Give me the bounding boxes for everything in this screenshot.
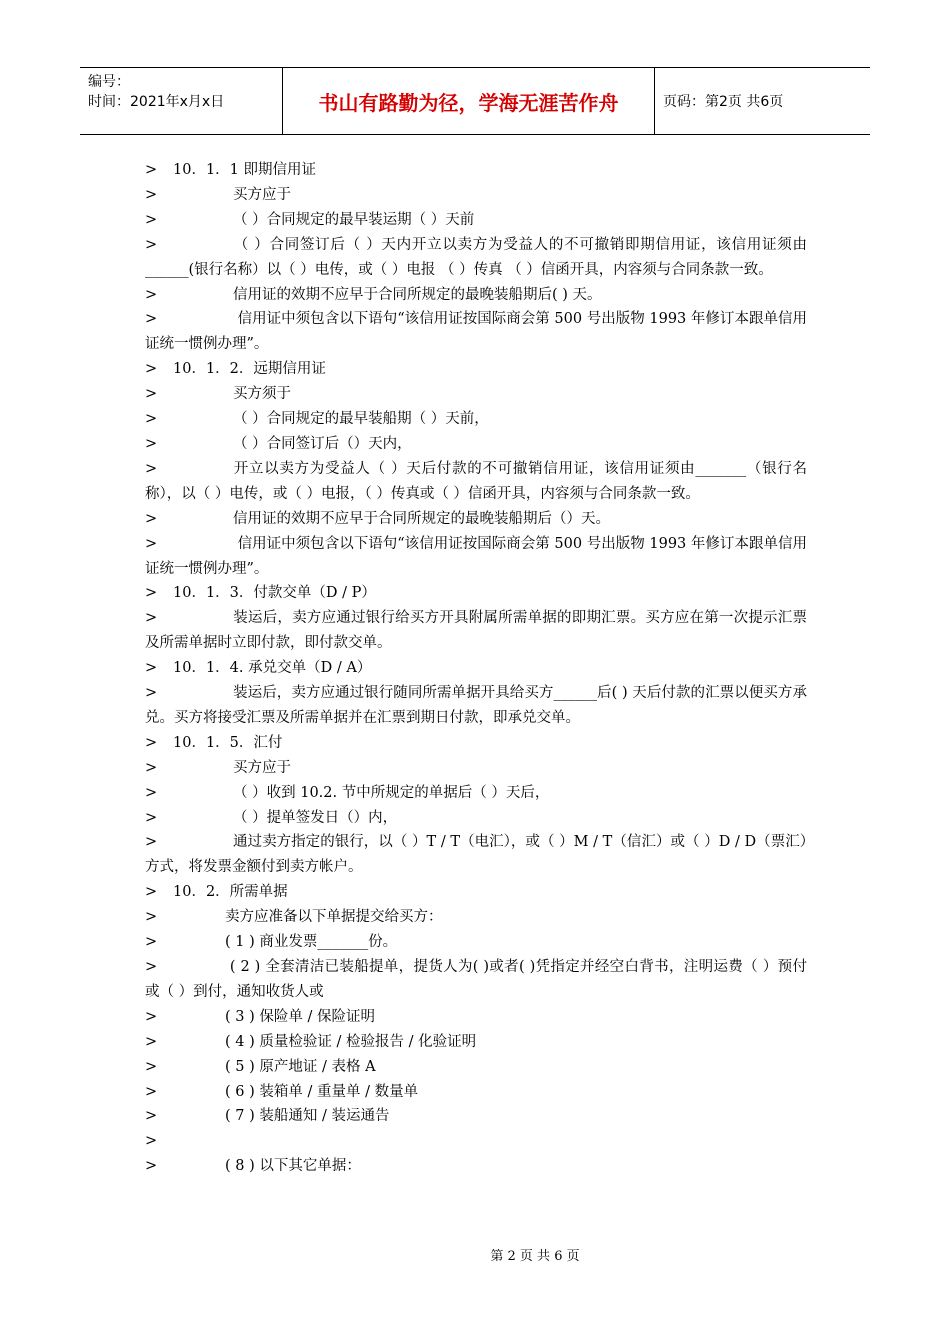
bullet-marker: > bbox=[145, 660, 158, 677]
line-text: 开立以卖方为受益人（ ）天后付款的不可撤销信用证，该信用证须由_______（银行名称），以（ ）电传，或（ ）电报，（ ）传真或（ ）信函开具，内容须与合同条款一致。 bbox=[145, 460, 807, 502]
text-line bbox=[145, 656, 807, 681]
bullet-marker: > bbox=[145, 411, 158, 428]
text-line bbox=[145, 283, 807, 308]
header-page-number: 页码：第2页 共6页 bbox=[663, 94, 784, 110]
text-line bbox=[145, 158, 807, 183]
line-text: 买方须于 bbox=[233, 386, 291, 403]
text-line bbox=[145, 581, 807, 606]
bullet-marker: > bbox=[145, 535, 158, 552]
bullet-marker: > bbox=[145, 610, 158, 627]
text-line bbox=[145, 1030, 807, 1055]
text-line bbox=[145, 606, 807, 656]
page-footer bbox=[0, 1245, 950, 1264]
line-text: ( 5 ) 原产地证 / 表格 A bbox=[225, 1058, 376, 1075]
bullet-marker: > bbox=[145, 1058, 158, 1075]
line-text: （ ）合同签订后（）天内， bbox=[233, 435, 412, 452]
bullet-marker: > bbox=[145, 361, 158, 378]
text-line bbox=[145, 1129, 807, 1154]
text-line bbox=[145, 233, 807, 283]
text-line bbox=[145, 432, 807, 457]
bullet-marker: > bbox=[145, 734, 158, 751]
date-label: 时间：2021年x月x日 bbox=[88, 94, 225, 110]
document-body bbox=[145, 158, 807, 1179]
text-line bbox=[145, 532, 807, 582]
header-meta bbox=[80, 68, 283, 134]
line-text: 10．1．3．付款交单（D / P） bbox=[173, 585, 376, 602]
text-line bbox=[145, 1154, 807, 1179]
line-text: （ ）合同规定的最早装运期（ ）天前 bbox=[233, 211, 475, 228]
page-header bbox=[80, 67, 870, 135]
line-text: ( 3 ) 保险单 / 保险证明 bbox=[225, 1008, 375, 1025]
bullet-marker: > bbox=[145, 386, 158, 403]
text-line bbox=[145, 880, 807, 905]
text-line bbox=[145, 208, 807, 233]
text-line bbox=[145, 1080, 807, 1105]
bullet-marker: > bbox=[145, 510, 158, 527]
text-line bbox=[145, 357, 807, 382]
line-text: 10．2．所需单据 bbox=[173, 884, 288, 901]
text-line bbox=[145, 781, 807, 806]
bullet-marker: > bbox=[145, 909, 158, 926]
line-text: ( 1 ) 商业发票_______份。 bbox=[225, 934, 398, 951]
text-line bbox=[145, 930, 807, 955]
line-text: 通过卖方指定的银行，以（ ）T / T（电汇），或（ ）M / T（信汇）或（ ）D / D（票汇）方式，将发票金额付到卖方帐户。 bbox=[145, 834, 807, 876]
text-line bbox=[145, 1055, 807, 1080]
footer-page-number: 第 2 页 共 6 页 bbox=[490, 1249, 580, 1264]
bullet-marker: > bbox=[145, 685, 158, 702]
line-text: ( 8 ) 以下其它单据： bbox=[225, 1158, 361, 1175]
bullet-marker: > bbox=[145, 211, 158, 228]
bullet-marker: > bbox=[145, 759, 158, 776]
bullet-marker: > bbox=[145, 1158, 158, 1175]
line-text: 信用证的效期不应早于合同所规定的最晚装船期后( ) 天。 bbox=[233, 286, 602, 303]
line-text: ( 6 ) 装箱单 / 重量单 / 数量单 bbox=[225, 1083, 419, 1100]
line-text: 卖方应准备以下单据提交给买方： bbox=[225, 909, 443, 926]
line-text: 10．1．5．汇付 bbox=[173, 734, 283, 751]
line-text: （ ）合同规定的最早装船期（ ）天前， bbox=[233, 411, 489, 428]
line-text: ( 2 ) 全套清洁已装船提单，提货人为( )或者( )凭指定并经空白背书，注明运费（ ）预付或（ ）到付，通知收货人或 bbox=[145, 959, 807, 1000]
bullet-marker: > bbox=[145, 1033, 158, 1050]
line-text: 买方应于 bbox=[233, 759, 291, 776]
bullet-marker: > bbox=[145, 286, 158, 303]
bullet-marker: > bbox=[145, 959, 158, 975]
bullet-marker: > bbox=[145, 1083, 158, 1100]
text-line bbox=[145, 457, 807, 507]
line-text: 10．1．1 即期信用证 bbox=[173, 162, 317, 178]
bullet-marker: > bbox=[145, 1108, 158, 1125]
text-line bbox=[145, 955, 807, 1005]
line-text: 信用证的效期不应早于合同所规定的最晚装船期后（）天。 bbox=[233, 510, 610, 527]
bullet-marker: > bbox=[145, 1133, 158, 1150]
line-text: （ ）合同签订后（ ）天内开立以卖方为受益人的不可撤销即期信用证，该信用证须由 ______(银行名称）以（ ）电传，或（ ）电报 （ ）传真 （ ）信函开具，内容须与合同条款一致。 bbox=[145, 236, 807, 278]
line-text: 信用证中须包含以下语句“该信用证按国际商会第 500 号出版物 1993 年修订本跟单信用证统一惯例办理”。 bbox=[145, 535, 807, 577]
text-line bbox=[145, 382, 807, 407]
text-line bbox=[145, 731, 807, 756]
text-line bbox=[145, 806, 807, 831]
bullet-marker: > bbox=[145, 1008, 158, 1025]
text-line bbox=[145, 307, 807, 357]
line-text: 装运后，卖方应通过银行给买方开具附属所需单据的即期汇票。买方应在第一次提示汇票及所需单据时立即付款，即付款交单。 bbox=[145, 610, 807, 652]
bullet-marker: > bbox=[145, 809, 158, 826]
line-text: ( 4 ) 质量检验证 / 检验报告 / 化验证明 bbox=[225, 1033, 477, 1050]
bullet-marker: > bbox=[145, 236, 158, 253]
bullet-marker: > bbox=[145, 834, 158, 851]
bullet-marker: > bbox=[145, 784, 158, 801]
line-text: 买方应于 bbox=[233, 186, 291, 203]
line-text: 装运后，卖方应通过银行随同所需单据开具给买方______后( ) 天后付款的汇票以便买方承兑。买方将接受汇票及所需单据并在汇票到期日付款，即承兑交单。 bbox=[145, 685, 807, 726]
text-line bbox=[145, 407, 807, 432]
line-text: 10．1．2．远期信用证 bbox=[173, 361, 326, 378]
bullet-marker: > bbox=[145, 585, 158, 602]
text-line bbox=[145, 1104, 807, 1129]
line-text: 10．1．4. 承兑交单（D / A） bbox=[173, 660, 372, 677]
code-label: 编号： bbox=[88, 74, 130, 90]
line-text: （ ）提单签发日（）内， bbox=[233, 809, 398, 826]
header-motto: 书山有路勤为径，学海无涯苦作舟 bbox=[283, 68, 655, 134]
line-text: 信用证中须包含以下语句“该信用证按国际商会第 500 号出版物 1993 年修订本跟单信用证统一惯例办理”。 bbox=[145, 311, 807, 353]
line-text: ( 7 ) 装船通知 / 装运通告 bbox=[225, 1108, 390, 1125]
text-line bbox=[145, 681, 807, 731]
bullet-marker: > bbox=[145, 162, 158, 178]
bullet-marker: > bbox=[145, 934, 158, 951]
text-line bbox=[145, 830, 807, 880]
bullet-marker: > bbox=[145, 311, 158, 328]
text-line bbox=[145, 1005, 807, 1030]
line-text: （ ）收到 10.2. 节中所规定的单据后（ ）天后， bbox=[233, 784, 550, 801]
bullet-marker: > bbox=[145, 186, 158, 203]
bullet-marker: > bbox=[145, 460, 158, 477]
text-line bbox=[145, 183, 807, 208]
text-line bbox=[145, 905, 807, 930]
bullet-marker: > bbox=[145, 435, 158, 452]
text-line bbox=[145, 756, 807, 781]
bullet-marker: > bbox=[145, 884, 158, 901]
text-line bbox=[145, 507, 807, 532]
